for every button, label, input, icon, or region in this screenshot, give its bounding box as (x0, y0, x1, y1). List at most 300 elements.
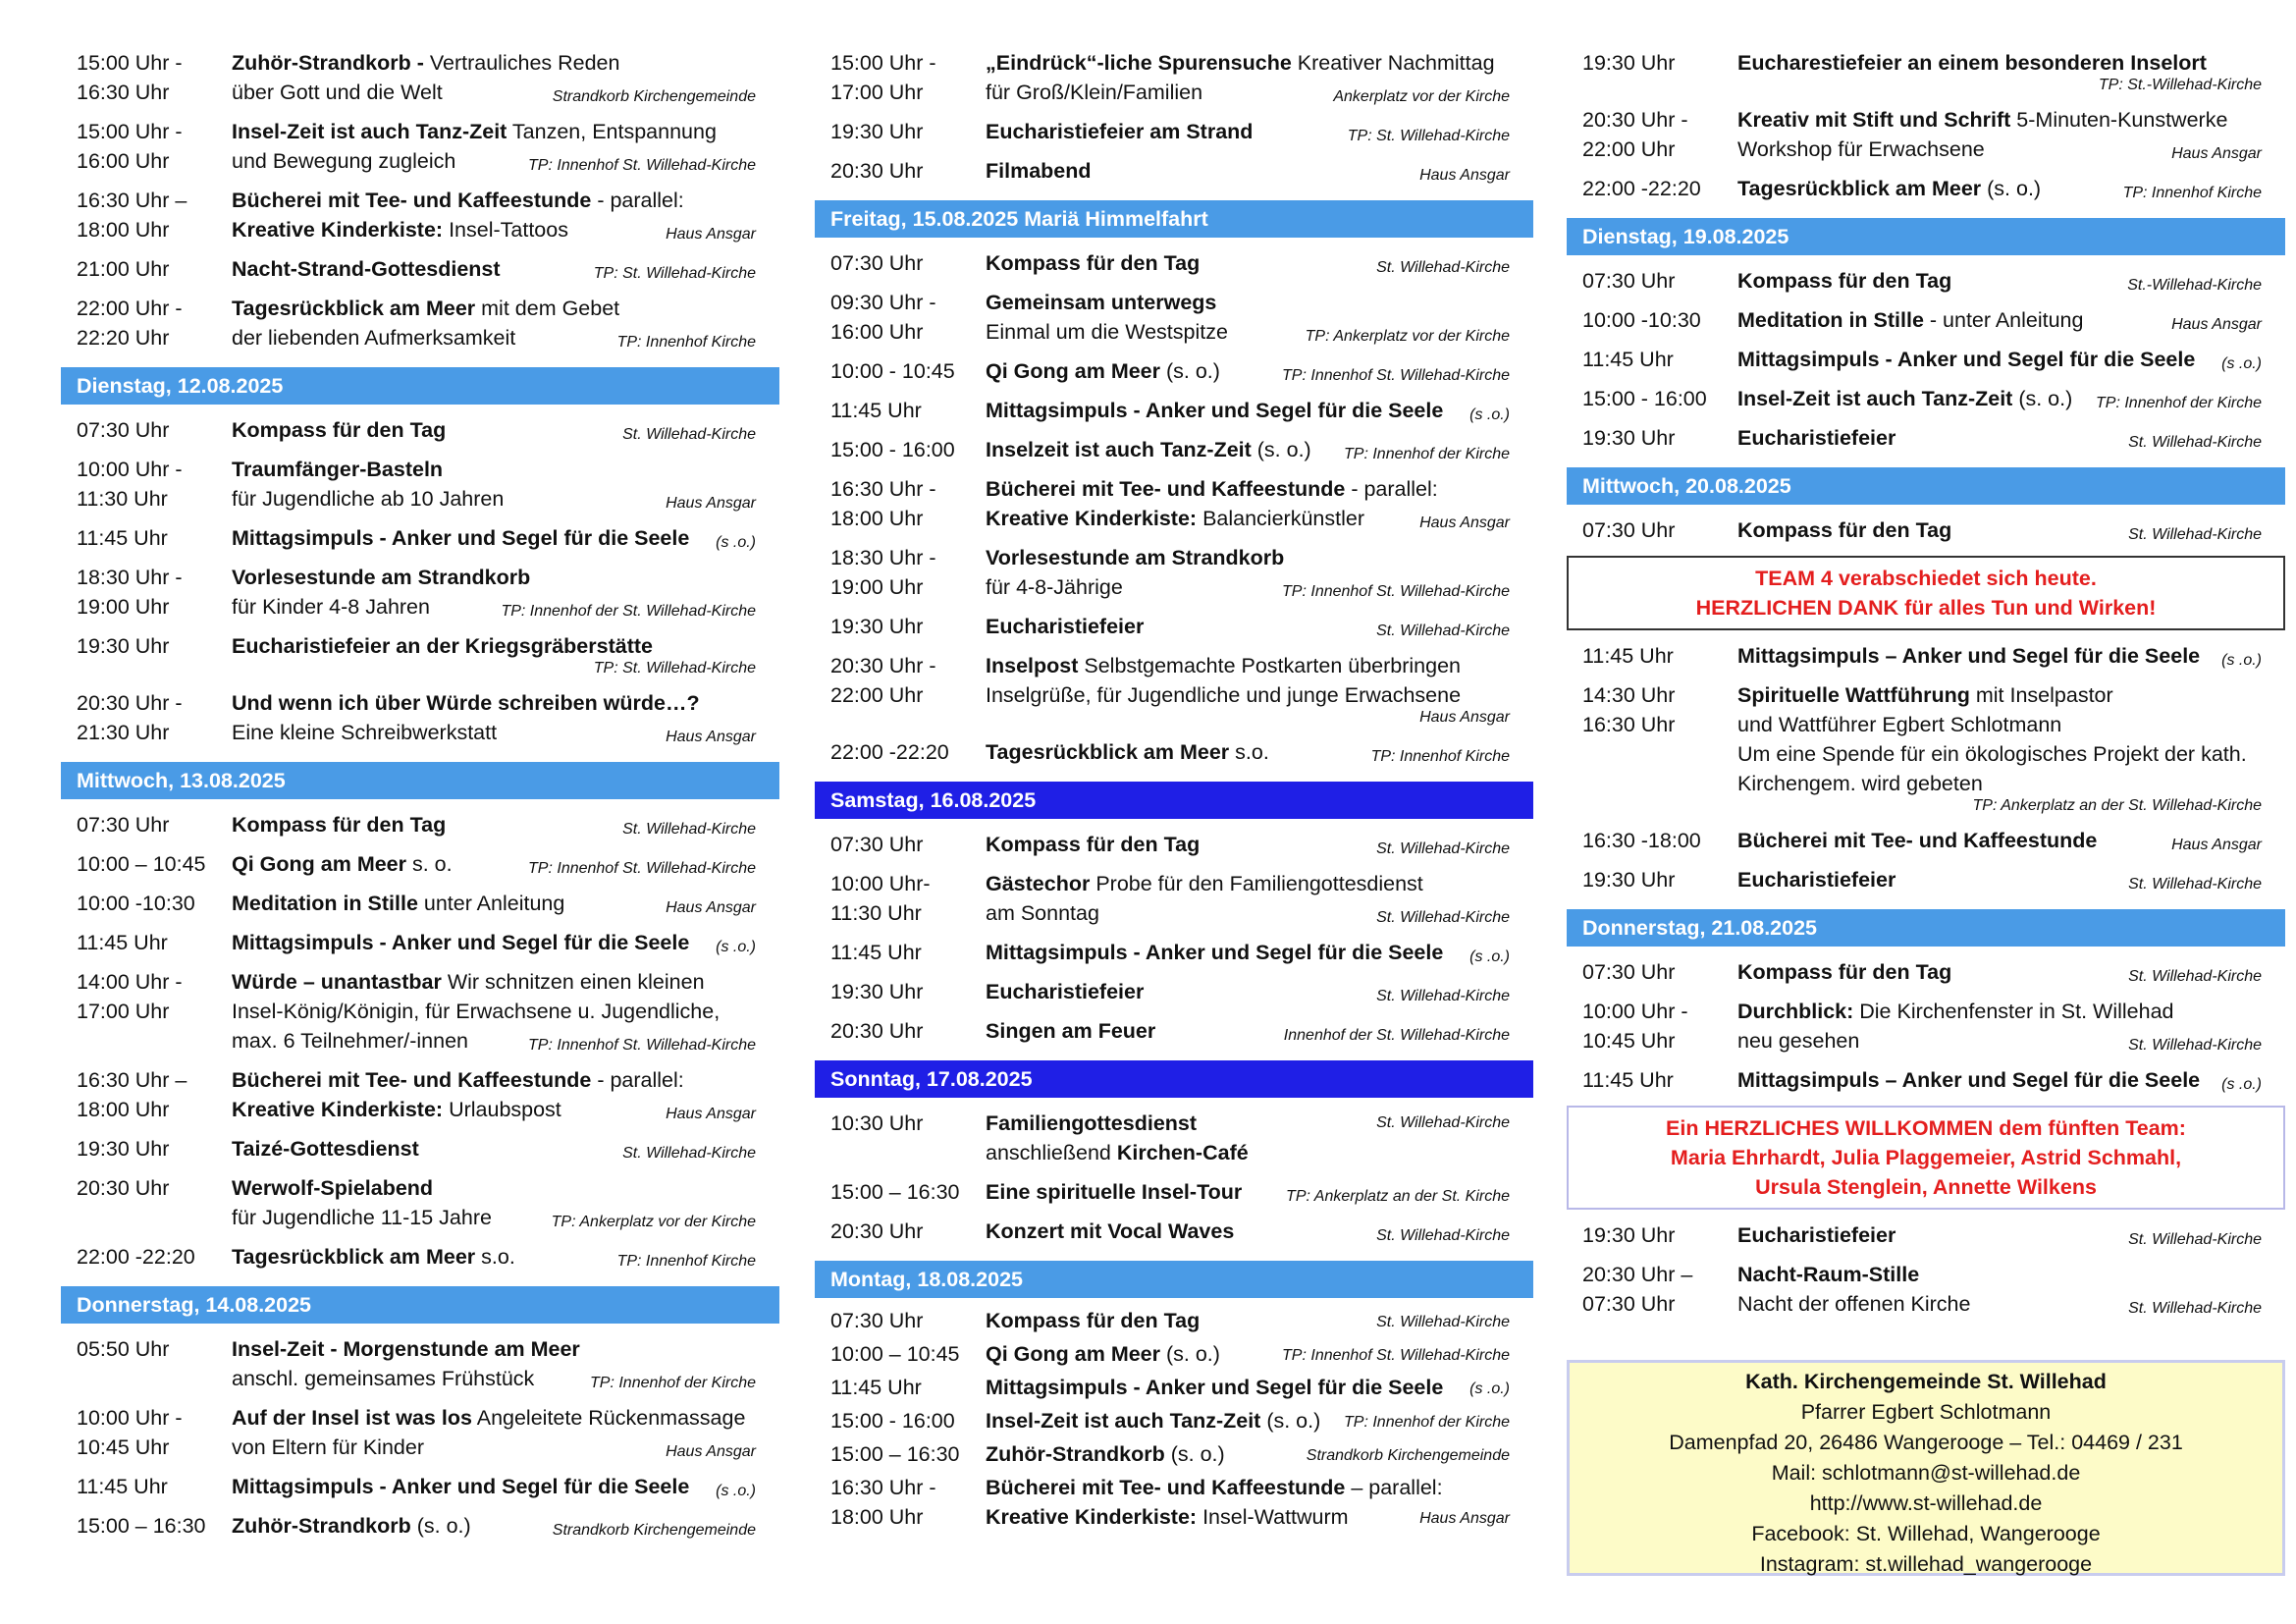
entry-description: und Bewegung zugleich (232, 149, 456, 173)
schedule-entry (61, 1467, 779, 1506)
entry-title: Eucharistiefeier (986, 615, 1145, 638)
entry-time: 05:50 Uhr (77, 1337, 170, 1361)
entry-title: Kompass für den Tag (986, 1309, 1201, 1332)
entry-location: TP: Innenhof Kirche (1370, 748, 1510, 765)
entry-time: 10:00 Uhr - 11:30 Uhr (77, 458, 183, 511)
day-header: Sonntag, 17.08.2025 (815, 1060, 1533, 1098)
entry-title: Mittagsimpuls – Anker und Segel für die Seele (1737, 1068, 2201, 1092)
entry-time: 11:45 Uhr (1582, 644, 1674, 668)
entry-line (1737, 105, 2264, 135)
entry-time: 22:00 -22:20 (830, 740, 949, 764)
entry-location: TP: Innenhof St. Willehad-Kirche (1282, 1347, 1510, 1364)
entry-title: Meditation in Stille (232, 892, 418, 915)
entry-title: Insel-Zeit ist auch Tanz-Zeit (1737, 387, 2013, 410)
entry-location: St. Willehad-Kirche (2128, 1231, 2262, 1248)
entry-location: St. Willehad-Kirche (622, 821, 756, 838)
entry-title: Zuhör-Strandkorb (986, 1442, 1165, 1466)
entry-title: Durchblick: (1737, 1000, 1854, 1023)
announcement-box (1567, 556, 2285, 630)
contact-box (1567, 1360, 2285, 1576)
entry-description: (s. o.) (1260, 1409, 1321, 1433)
entry-title: Kompass für den Tag (986, 833, 1201, 856)
entry-details (232, 523, 779, 553)
entry-title: Traumfänger-Basteln (232, 458, 444, 481)
entry-location: Strandkorb Kirchengemeinde (1306, 1447, 1510, 1464)
schedule-entry (61, 683, 779, 752)
entry-description: für Kinder 4-8 Jahren (232, 595, 430, 619)
entry-description: Eine kleine Schreibwerkstatt (232, 721, 498, 744)
schedule-entry (815, 112, 1533, 151)
entry-location: St. Willehad-Kirche (1376, 988, 1510, 1004)
entry-description: für Jugendliche 11-15 Jahre (232, 1206, 492, 1229)
entry-time: 11:45 Uhr (77, 931, 168, 954)
entry-location: Innenhof der St. Willehad-Kirche (1283, 1027, 1510, 1044)
parish-address: Damenpfad 20, 26486 Wangerooge – Tel.: 04469 / 231 (1669, 1431, 2183, 1454)
entry-time: 19:30 Uhr (77, 1137, 170, 1161)
entry-time: 11:45 Uhr (77, 1475, 168, 1498)
entry-time: 10:00 -10:30 (1582, 308, 1701, 332)
entry-line (232, 1173, 758, 1203)
schedule-entry (815, 1437, 1533, 1471)
entry-location: St. Willehad-Kirche (2128, 1037, 2262, 1054)
entry-time: 15:00 - 16:00 (830, 1409, 955, 1433)
entry-location: TP: Innenhof der Kirche (590, 1375, 756, 1391)
entry-details (986, 396, 1533, 425)
schedule-entry (61, 626, 779, 683)
entry-location: TP: St. Willehad-Kirche (1347, 128, 1510, 144)
entry-location: (s .o.) (716, 1483, 756, 1499)
entry-title: Konzert mit Vocal Waves (986, 1219, 1235, 1243)
schedule-entry (815, 1471, 1533, 1534)
entry-time: 15:00 - 16:00 (1582, 387, 1707, 410)
entry-time: 11:45 Uhr (1582, 348, 1674, 371)
entry-description: Vertrauliches Reden (429, 51, 620, 75)
entry-time: 14:00 Uhr - 17:00 Uhr (77, 970, 183, 1023)
entry-time: 16:30 Uhr – 18:00 Uhr (77, 1068, 187, 1121)
entry-title: Familiengottesdienst (986, 1111, 1198, 1135)
entry-line (986, 396, 1512, 425)
entry-location: TP: Ankerplatz an der St. Willehad-Kirche (1972, 797, 2262, 814)
entry-title: Mittagsimpuls - Anker und Segel für die Seele (232, 526, 690, 550)
entry-title: Kirchen-Café (1116, 1141, 1249, 1164)
entry-location: TP: Innenhof St. Willehad-Kirche (528, 1037, 756, 1054)
entry-time: 20:30 Uhr - 22:00 Uhr (1582, 108, 1688, 161)
entry-line (986, 938, 1512, 967)
entry-location: TP: Ankerplatz vor der Kirche (551, 1214, 756, 1230)
entry-title: Mittagsimpuls - Anker und Segel für die Seele (986, 399, 1444, 422)
entry-description: Workshop für Erwachsene (1737, 137, 1985, 161)
entry-location: (s .o.) (2221, 355, 2262, 372)
entry-time: 19:30 Uhr (830, 615, 924, 638)
entry-description: - parallel: (591, 189, 684, 212)
entry-title: Kompass für den Tag (232, 813, 447, 837)
entry-line (232, 48, 758, 78)
entry-title: Qi Gong am Meer (232, 852, 407, 876)
entry-line (986, 651, 1512, 680)
entry-location: TP: Innenhof der Kirche (1344, 1414, 1510, 1431)
entry-time: 18:30 Uhr - 19:00 Uhr (830, 546, 936, 599)
entry-time: 11:45 Uhr (830, 941, 922, 964)
entry-description: 5-Minuten-Kunstwerke (2010, 108, 2228, 132)
day-header: Samstag, 16.08.2025 (815, 782, 1533, 819)
entry-line (1737, 641, 2264, 671)
entry-location: Haus Ansgar (1419, 1510, 1510, 1527)
entry-time: 16:30 -18:00 (1582, 829, 1701, 852)
entry-time: 07:30 Uhr (1582, 960, 1676, 984)
entry-line (986, 48, 1512, 78)
entry-description: (s. o.) (1160, 359, 1220, 383)
schedule-entry (1567, 511, 2285, 550)
entry-description: Insel-König/Königin, für Erwachsene u. Jugendliche, (232, 1000, 721, 1023)
entry-time: 09:30 Uhr - 16:00 Uhr (830, 291, 936, 344)
entry-description: (s. o.) (1981, 177, 2042, 200)
entry-line (232, 928, 758, 957)
entry-location: Strandkorb Kirchengemeinde (552, 88, 756, 105)
entry-description: und Wattführer Egbert Schlotmann (1737, 713, 2062, 736)
schedule-entry (1567, 636, 2285, 676)
schedule-entry (815, 732, 1533, 772)
entry-description: s. o. (406, 852, 453, 876)
entry-location: Haus Ansgar (2171, 837, 2262, 853)
schedule-entry (815, 151, 1533, 190)
entry-line (1737, 48, 2264, 78)
entry-line (232, 688, 758, 718)
schedule-entry (1567, 340, 2285, 379)
schedule-entry (1567, 261, 2285, 300)
entry-title: Mittagsimpuls - Anker und Segel für die Seele (986, 941, 1444, 964)
entry-location: Haus Ansgar (1419, 167, 1510, 184)
entry-location: St. Willehad-Kirche (1376, 1227, 1510, 1244)
entry-line (986, 288, 1512, 317)
day-header: Mittwoch, 13.08.2025 (61, 762, 779, 799)
entry-time: 20:30 Uhr - 21:30 Uhr (77, 691, 183, 744)
entry-location: Haus Ansgar (1419, 709, 1510, 726)
entry-title: Auf der Insel ist was los (232, 1406, 472, 1430)
schedule-entry (815, 469, 1533, 538)
entry-location: St. Willehad-Kirche (2128, 526, 2262, 543)
entry-location: Haus Ansgar (666, 495, 756, 512)
entry-title: Qi Gong am Meer (986, 359, 1161, 383)
entry-title: Inselzeit ist auch Tanz-Zeit (986, 438, 1252, 461)
entry-location: TP: Innenhof der St. Willehad-Kirche (501, 603, 756, 620)
entry-details (986, 938, 1533, 967)
entry-time: 22:00 -22:20 (77, 1245, 195, 1269)
schedule-entry (815, 1172, 1533, 1212)
entry-location: St. Willehad-Kirche (1376, 840, 1510, 857)
entry-description: anschließend (986, 1141, 1117, 1164)
entry-title: Mittagsimpuls – Anker und Segel für die Seele (1737, 644, 2201, 668)
entry-title: Tagesrückblick am Meer (986, 740, 1230, 764)
entry-title: Kompass für den Tag (986, 251, 1201, 275)
schedule-entry (61, 1398, 779, 1467)
schedule-column-2 (815, 43, 1533, 1534)
entry-title: Mittagsimpuls - Anker und Segel für die Seele (232, 1475, 690, 1498)
entry-line (1737, 769, 2264, 798)
entry-description: - parallel: (1345, 477, 1438, 501)
entry-title: Kreative Kinderkiste: (986, 1505, 1203, 1529)
entry-description: mit dem Gebet (475, 297, 620, 320)
entry-title: Zuhör-Strandkorb (232, 1514, 411, 1538)
entry-line (232, 1065, 758, 1095)
entry-description: über Gott und die Welt (232, 81, 443, 104)
entry-line (232, 117, 758, 146)
schedule-entry (61, 1506, 779, 1545)
entry-time: 19:30 Uhr (1582, 1223, 1676, 1247)
entry-location: TP: Innenhof St. Willehad-Kirche (528, 860, 756, 877)
entry-title: Mittagsimpuls - Anker und Segel für die Seele (1737, 348, 2196, 371)
entry-line (232, 631, 758, 661)
entry-title: Eucharistiefeier (1737, 426, 1896, 450)
entry-line (986, 1138, 1512, 1167)
entry-location: St. Willehad-Kirche (622, 1145, 756, 1162)
entry-title: Nacht-Raum-Stille (1737, 1263, 1920, 1286)
entry-description: Selbstgemachte Postkarten überbringen (1078, 654, 1462, 677)
entry-location: St. Willehad-Kirche (2128, 876, 2262, 893)
entry-description: am Sonntag (986, 901, 1099, 925)
schedule-entry (815, 352, 1533, 391)
entry-title: Kreative Kinderkiste: (986, 507, 1203, 530)
parish-website[interactable]: http://www.st-willehad.de (1809, 1491, 2043, 1515)
entry-location: St. Willehad-Kirche (2128, 434, 2262, 451)
entry-line (986, 543, 1512, 572)
entry-title: Gästechor (986, 872, 1091, 895)
entry-time: 19:30 Uhr (1582, 51, 1676, 75)
entry-location: TP: Innenhof Kirche (2122, 185, 2262, 201)
schedule-entry (1567, 952, 2285, 992)
entry-time: 22:00 Uhr - 22:20 Uhr (77, 297, 183, 350)
entry-time: 21:00 Uhr (77, 257, 170, 281)
entry-location: (s .o.) (1469, 948, 1510, 965)
entry-title: Kompass für den Tag (1737, 960, 1952, 984)
entry-description: Balancierkünstler (1202, 507, 1364, 530)
schedule-entry (1567, 1216, 2285, 1255)
announcement-line: Ein HERZLICHES WILLKOMMEN dem fünften Team: (1666, 1116, 2186, 1140)
day-header: Mittwoch, 20.08.2025 (1567, 467, 2285, 505)
entry-location: St. Willehad-Kirche (1376, 1314, 1510, 1330)
entry-title: Gemeinsam unterwegs (986, 291, 1217, 314)
schedule-column-1 (61, 43, 779, 1545)
entry-time: 15:00 Uhr - 16:30 Uhr (77, 51, 183, 104)
entry-title: Eucharistiefeier (1737, 1223, 1896, 1247)
schedule-entry (1567, 1255, 2285, 1324)
schedule-entry (61, 558, 779, 626)
entry-title: Insel-Zeit ist auch Tanz-Zeit (986, 1409, 1261, 1433)
entry-line (232, 997, 758, 1026)
schedule-entry (815, 933, 1533, 972)
entry-time: 10:00 – 10:45 (77, 852, 206, 876)
entry-title: Bücherei mit Tee- und Kaffeestunde (986, 1476, 1346, 1499)
parish-name: Kath. Kirchengemeinde St. Willehad (1745, 1370, 2107, 1393)
entry-title: Tagesrückblick am Meer (232, 1245, 476, 1269)
entry-title: Inselpost (986, 654, 1079, 677)
entry-title: Spirituelle Wattführung (1737, 683, 1970, 707)
schedule-entry (815, 864, 1533, 933)
day-header: Freitag, 15.08.2025 Mariä Himmelfahrt (815, 200, 1533, 238)
entry-title: Taizé-Gottesdienst (232, 1137, 419, 1161)
entry-location: (s .o.) (716, 939, 756, 955)
entry-title: Eucharistiefeier (986, 980, 1145, 1003)
schedule-entry (1567, 1060, 2285, 1100)
schedule-entry (1567, 676, 2285, 821)
parish-email[interactable]: Mail: schlotmann@st-willehad.de (1771, 1461, 2081, 1485)
entry-location: Haus Ansgar (666, 899, 756, 916)
entry-title: Eucharistiefeier an der Kriegsgräberstätte (232, 634, 653, 658)
entry-line (232, 455, 758, 484)
entry-description: - unter Anleitung (1923, 308, 2084, 332)
entry-details (1737, 641, 2285, 671)
entry-line (232, 1472, 758, 1501)
entry-time: 15:00 - 16:00 (830, 438, 955, 461)
entry-time: 19:30 Uhr (830, 980, 924, 1003)
entry-time: 07:30 Uhr (830, 1309, 924, 1332)
schedule-entry (1567, 43, 2285, 100)
entry-title: Eucharistiefeier am Strand (986, 120, 1254, 143)
entry-time: 07:30 Uhr (830, 833, 924, 856)
entry-description: für Groß/Klein/Familien (986, 81, 1203, 104)
day-header: Donnerstag, 21.08.2025 (1567, 909, 2285, 947)
schedule-entry (815, 1212, 1533, 1251)
entry-details (1737, 345, 2285, 374)
schedule-entry (1567, 821, 2285, 860)
entry-description: von Eltern für Kinder (232, 1435, 424, 1459)
entry-location: TP: Ankerplatz vor der Kirche (1305, 328, 1510, 345)
schedule-entry (61, 450, 779, 518)
entry-location: Haus Ansgar (666, 1106, 756, 1122)
entry-title: Nacht-Strand-Gottesdienst (232, 257, 501, 281)
entry-location: St. Willehad-Kirche (1376, 1114, 1510, 1131)
entry-time: 20:30 Uhr - 22:00 Uhr (830, 654, 936, 707)
entry-title: Eucharestiefeier an einem besonderen Inselort (1737, 51, 2207, 75)
entry-description: – parallel: (1345, 1476, 1443, 1499)
entry-time: 16:30 Uhr - 18:00 Uhr (830, 477, 936, 530)
schedule-entry (815, 1337, 1533, 1371)
schedule-entry (61, 805, 779, 844)
entry-description: Kirchengem. wird gebeten (1737, 772, 1983, 795)
schedule-entry (1567, 169, 2285, 208)
entry-location: (s .o.) (2221, 652, 2262, 669)
entry-line (1737, 1260, 2264, 1289)
announcement-box (1567, 1106, 2285, 1210)
entry-time: 07:30 Uhr (77, 813, 170, 837)
entry-time: 11:45 Uhr (830, 1376, 922, 1399)
entry-title: Kreativ mit Stift und Schrift (1737, 108, 2011, 132)
entry-title: Mittagsimpuls - Anker und Segel für die Seele (232, 931, 690, 954)
schedule-entry (1567, 100, 2285, 169)
entry-time: 14:30 Uhr 16:30 Uhr (1582, 683, 1676, 736)
entry-line (1737, 997, 2264, 1026)
announcement-line: Ursula Stenglein, Annette Wilkens (1755, 1175, 2097, 1199)
schedule-entry (61, 962, 779, 1060)
schedule-entry (61, 43, 779, 112)
entry-time: 20:30 Uhr (77, 1176, 170, 1200)
entry-line (1737, 1065, 2264, 1095)
entry-title: Eucharistiefeier (1737, 868, 1896, 892)
parish-instagram[interactable]: Instagram: st.willehad_wangerooge (1759, 1552, 2093, 1576)
entry-location: St. Willehad-Kirche (1376, 909, 1510, 926)
entry-time: 15:00 – 16:30 (830, 1180, 960, 1204)
entry-location: TP: St. Willehad-Kirche (593, 660, 756, 677)
schedule-entry (61, 181, 779, 249)
entry-time: 20:30 Uhr (830, 1019, 924, 1043)
entry-title: Und wenn ich über Würde schreiben würde…? (232, 691, 700, 715)
schedule-entry (815, 391, 1533, 430)
parish-facebook[interactable]: Facebook: St. Willehad, Wangerooge (1751, 1522, 2101, 1545)
entry-title: Kompass für den Tag (1737, 518, 1952, 542)
entry-description: Um eine Spende für ein ökologisches Projekt der kath. (1737, 742, 2247, 766)
entry-time: 15:00 Uhr - 17:00 Uhr (830, 51, 936, 104)
pastor-name: Pfarrer Egbert Schlotmann (1800, 1400, 2052, 1424)
entry-description: max. 6 Teilnehmer/-innen (232, 1029, 469, 1053)
entry-time: 10:00 Uhr- 11:30 Uhr (830, 872, 931, 925)
entry-title: Vorlesestunde am Strandkorb (232, 566, 531, 589)
schedule-entry (1567, 379, 2285, 418)
entry-title: Singen am Feuer (986, 1019, 1156, 1043)
entry-time: 10:00 - 10:45 (830, 359, 955, 383)
schedule-entry (815, 538, 1533, 607)
entry-description: (s. o.) (410, 1514, 471, 1538)
entry-title: Bücherei mit Tee- und Kaffeestunde (232, 1068, 592, 1092)
entry-description: Nacht der offenen Kirche (1737, 1292, 1971, 1316)
entry-line (232, 186, 758, 215)
entry-time: 07:30 Uhr (1582, 269, 1676, 293)
entry-details (986, 1373, 1533, 1402)
entry-title: Werwolf-Spielabend (232, 1176, 434, 1200)
entry-time: 18:30 Uhr - 19:00 Uhr (77, 566, 183, 619)
entry-location: Haus Ansgar (2171, 316, 2262, 333)
entry-title: Kompass für den Tag (1737, 269, 1952, 293)
schedule-entry (815, 825, 1533, 864)
entry-time: 10:00 -10:30 (77, 892, 195, 915)
entry-description: Angeleitete Rückenmassage (471, 1406, 746, 1430)
entry-location: St. Willehad-Kirche (2128, 968, 2262, 985)
entry-time: 22:00 -22:20 (1582, 177, 1701, 200)
entry-description: Tanzen, Entspannung (507, 120, 717, 143)
entry-location: TP: Innenhof St. Willehad-Kirche (528, 157, 756, 174)
entry-location: St. Willehad-Kirche (2128, 1300, 2262, 1317)
schedule-entry (61, 518, 779, 558)
entry-time: 19:30 Uhr (830, 120, 924, 143)
entry-title: Eine spirituelle Insel-Tour (986, 1180, 1243, 1204)
entry-time: 11:45 Uhr (77, 526, 168, 550)
schedule-entry (61, 112, 779, 181)
entry-location: Haus Ansgar (2171, 145, 2262, 162)
entry-description: (s. o.) (1160, 1342, 1220, 1366)
entry-location: (s .o.) (1469, 406, 1510, 423)
entry-details (232, 928, 779, 957)
entry-description: s.o. (475, 1245, 515, 1269)
day-header: Dienstag, 19.08.2025 (1567, 218, 2285, 255)
entry-line (986, 474, 1512, 504)
entry-line (986, 680, 1512, 710)
schedule-entry (61, 884, 779, 923)
entry-description: für 4-8-Jährige (986, 575, 1123, 599)
entry-description: s.o. (1229, 740, 1269, 764)
schedule-entry (815, 283, 1533, 352)
announcement-line: Maria Ehrhardt, Julia Plaggemeier, Astrid Schmahl, (1670, 1146, 2182, 1169)
entry-location: St.-Willehad-Kirche (2127, 277, 2262, 294)
entry-description: anschl. gemeinsames Frühstück (232, 1367, 535, 1390)
entry-time: 10:00 – 10:45 (830, 1342, 960, 1366)
entry-details (1737, 1065, 2285, 1095)
schedule-entry (815, 1404, 1533, 1437)
schedule-entry (61, 1168, 779, 1237)
entry-description: neu gesehen (1737, 1029, 1860, 1053)
entry-location: St. Willehad-Kirche (622, 426, 756, 443)
entry-location: TP: St. Willehad-Kirche (593, 265, 756, 282)
entry-time: 10:00 Uhr - 10:45 Uhr (77, 1406, 183, 1459)
entry-title: Bücherei mit Tee- und Kaffeestunde (1737, 829, 2098, 852)
entry-description: für Jugendliche ab 10 Jahren (232, 487, 505, 511)
